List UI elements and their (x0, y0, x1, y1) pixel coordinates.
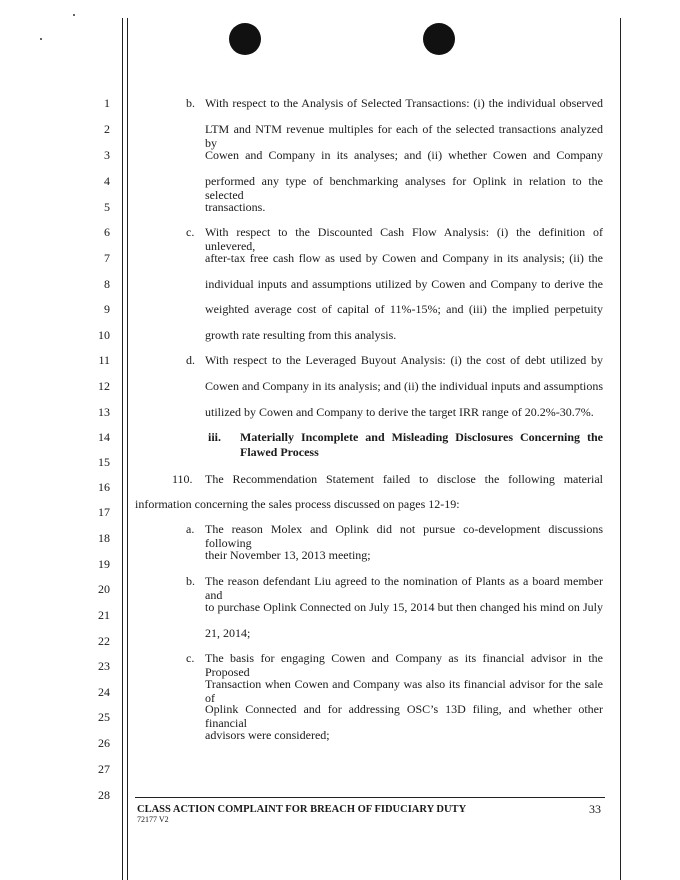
body-line: individual inputs and assumptions utilized by Cowen and Company to derive the (205, 277, 603, 291)
line-number: 9 (104, 302, 110, 316)
line-number: 16 (98, 480, 110, 494)
punch-hole-left (229, 23, 261, 55)
footer-doc-id: 72177 V2 (137, 815, 169, 824)
body-line: performed any type of benchmarking analyses for Oplink in relation to the selected (205, 174, 603, 202)
body-line: utilized by Cowen and Company to derive the target IRR range of 20.2%-30.7%. (205, 405, 594, 419)
body-line: The reason defendant Liu agreed to the nomination of Plants as a board member and (205, 574, 603, 602)
line-number: 15 (98, 455, 110, 469)
body-line: With respect to the Leveraged Buyout Analysis: (i) the cost of debt utilized by (205, 353, 603, 367)
body-line: advisors were considered; (205, 728, 330, 742)
section-heading-marker: iii. (208, 430, 222, 444)
line-number: 18 (98, 531, 110, 545)
right-margin-rule (620, 18, 621, 880)
section-heading: Flawed Process (240, 445, 319, 459)
line-number: 3 (104, 148, 110, 162)
body-line: Cowen and Company in its analysis; and (ii) the individual inputs and assumptions (205, 379, 603, 393)
left-margin-rule (127, 18, 128, 880)
body-line: their November 13, 2013 meeting; (205, 548, 371, 562)
body-line: Transaction when Cowen and Company was also its financial advisor for the sale of (205, 677, 603, 705)
line-number: 12 (98, 379, 110, 393)
body-line: to purchase Oplink Connected on July 15, 2014 but then changed his mind on July (205, 600, 603, 614)
body-line: The basis for engaging Cowen and Company as its financial advisor in the Proposed (205, 651, 603, 679)
line-number: 5 (104, 200, 110, 214)
body-line: Cowen and Company in its analyses; and (ii) whether Cowen and Company (205, 148, 603, 162)
footer-title: CLASS ACTION COMPLAINT FOR BREACH OF FIDUCIARY DUTY (137, 804, 467, 815)
line-number: 28 (98, 788, 110, 802)
line-number: 13 (98, 405, 110, 419)
line-number: 20 (98, 582, 110, 596)
punch-hole-right (423, 23, 455, 55)
line-number: 24 (98, 685, 110, 699)
line-number: 10 (98, 328, 110, 342)
line-number: 26 (98, 736, 110, 750)
body-line: weighted average cost of capital of 11%-15%; and (iii) the implied perpetuity (205, 302, 603, 316)
line-number: 6 (104, 225, 110, 239)
body-line: The Recommendation Statement failed to disclose the following material (205, 472, 603, 486)
item-marker: b. (186, 574, 195, 588)
body-line: 21, 2014; (205, 626, 251, 640)
line-number: 8 (104, 277, 110, 291)
body-line: transactions. (205, 200, 266, 214)
page-number: 33 (589, 802, 601, 816)
line-number: 14 (98, 430, 110, 444)
body-line: With respect to the Analysis of Selected Transactions: (i) the individual observed (205, 96, 603, 110)
body-line: growth rate resulting from this analysis. (205, 328, 397, 342)
body-line: With respect to the Discounted Cash Flow Analysis: (i) the definition of unlevered, (205, 225, 603, 253)
scan-speck (40, 38, 42, 40)
body-line: The reason Molex and Oplink did not pursue co-development discussions following (205, 522, 603, 550)
line-number: 25 (98, 710, 110, 724)
line-number: 19 (98, 557, 110, 571)
line-number: 11 (98, 353, 110, 367)
body-line: LTM and NTM revenue multiples for each of the selected transactions analyzed by (205, 122, 603, 150)
body-line: Oplink Connected and for addressing OSC’s 13D filing, and whether other financial (205, 702, 603, 730)
line-number: 23 (98, 659, 110, 673)
line-number: 4 (104, 174, 110, 188)
left-margin-rule (122, 18, 123, 880)
footer-rule (135, 797, 605, 798)
item-marker: d. (186, 353, 195, 367)
line-number: 2 (104, 122, 110, 136)
body-line: information concerning the sales process discussed on pages 12-19: (135, 497, 460, 511)
scan-speck (73, 14, 75, 16)
item-marker: a. (186, 522, 195, 536)
item-marker: c. (186, 225, 195, 239)
body-line: after-tax free cash flow as used by Cowen and Company in its analysis; (ii) the (205, 251, 603, 265)
line-number: 27 (98, 762, 110, 776)
item-marker: c. (186, 651, 195, 665)
line-number: 17 (98, 505, 110, 519)
line-number: 1 (104, 96, 110, 110)
line-number: 7 (104, 251, 110, 265)
line-number: 21 (98, 608, 110, 622)
section-heading: Materially Incomplete and Misleading Disclosures Concerning the (240, 430, 603, 444)
item-marker: b. (186, 96, 195, 110)
paragraph-number: 110. (172, 472, 193, 486)
line-number: 22 (98, 634, 110, 648)
